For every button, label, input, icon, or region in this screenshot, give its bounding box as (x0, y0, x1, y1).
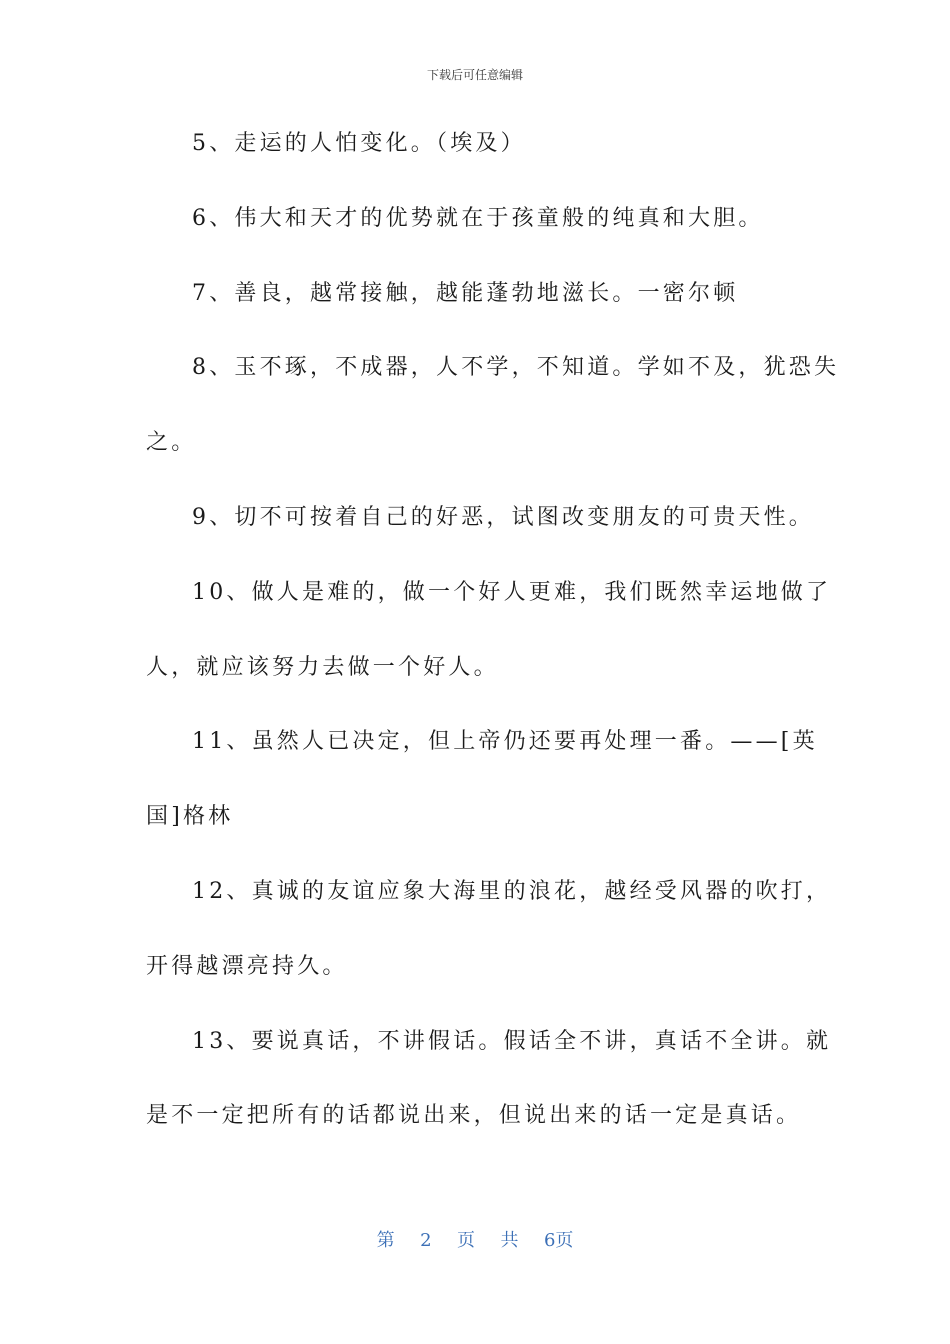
paragraph-line: 12、真诚的友谊应象大海里的浪花，越经受风器的吹打， (192, 878, 832, 904)
page-header (0, 66, 950, 83)
paragraph-line: 11、虽然人已决定，但上帝仍还要再处理一番。——[英 (192, 729, 818, 755)
footer-total-pages: 6页 (543, 1230, 574, 1251)
paragraph-line: 6、伟大和天才的优势就在于孩童般的纯真和大胆。 (192, 205, 764, 231)
paragraph-line: 8、玉不琢，不成器，人不学，不知道。学如不及，犹恐失 (192, 355, 840, 381)
paragraph-line: 7、善良，越常接触，越能蓬勃地滋长。一密尔顿 (192, 280, 739, 306)
footer-total-prefix: 共 (500, 1230, 519, 1251)
footer-prefix: 第 (376, 1230, 395, 1251)
header-text: 下载后可任意编辑 (426, 68, 523, 82)
paragraph-line: 是不一定把所有的话都说出来，但说出来的话一定是真话。 (146, 1103, 802, 1129)
paragraph-line: 国]格林 (146, 804, 234, 830)
paragraph-line: 9、切不可按着自己的好恶，试图改变朋友的可贵天性。 (192, 504, 814, 530)
paragraph-line: 10、做人是难的，做一个好人更难，我们既然幸运地做了 (192, 579, 832, 605)
footer-page-label: 页 (457, 1230, 475, 1251)
paragraph-line: 之。 (146, 430, 197, 456)
paragraph-line: 人，就应该努力去做一个好人。 (146, 654, 499, 680)
document-body (146, 112, 840, 1159)
footer-page-number: 2 (420, 1230, 432, 1251)
paragraph-line: 13、要说真话，不讲假话。假话全不讲，真话不全讲。就 (192, 1028, 832, 1054)
paragraph-line: 5、走运的人怕变化。（埃及） (192, 131, 526, 156)
page-footer (0, 1226, 950, 1252)
paragraph-line: 开得越漂亮持久。 (146, 953, 348, 979)
